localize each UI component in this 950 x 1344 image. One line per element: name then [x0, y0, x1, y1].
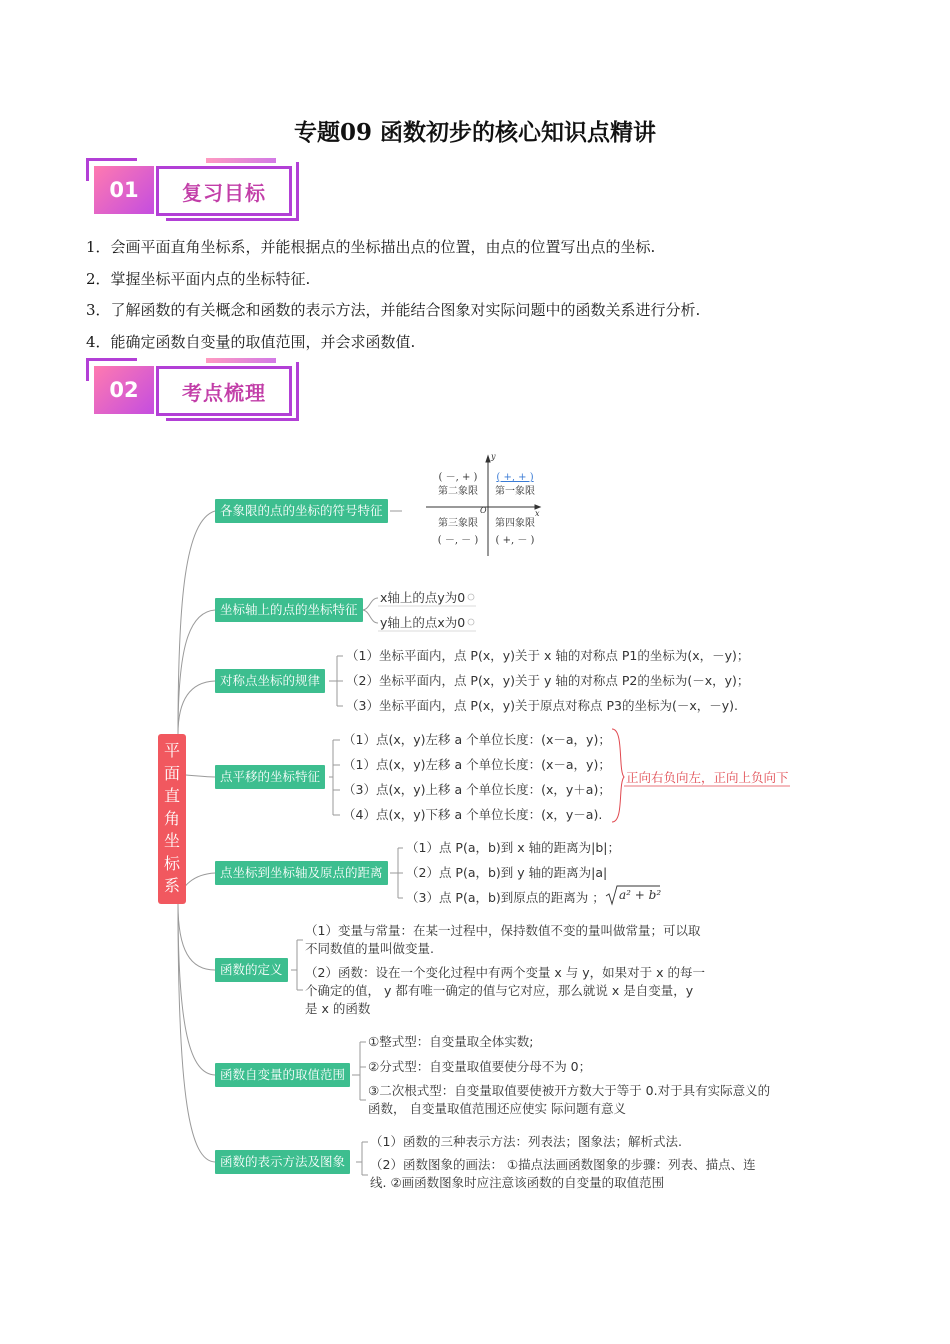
leaf-representation: （2）函数图象的画法： ①描点法画函数图象的步骤：列表、描点、连线. ②画函数图象时应注意该函数的自变量的取值范围	[370, 1157, 756, 1190]
leaf-symmetry: （3）坐标平面内，点 P(x，y)关于原点对称点 P3的坐标为(－x，－y).	[346, 698, 738, 713]
leaf-translation: （1）点(x，y)左移 a 个单位长度：(x－a，y)；	[343, 757, 611, 772]
quadrant-2-label: 第二象限	[438, 486, 478, 497]
leaf-domain: ①整式型：自变量取全体实数;	[368, 1034, 534, 1049]
leaf-distance: （1）点 P(a，b)到 x 轴的距离为|b|；	[406, 840, 621, 855]
root-char: 面	[163, 763, 180, 783]
root-char: 平	[163, 741, 180, 761]
translation-note: 正向右负向左，正向上负向下	[626, 770, 789, 785]
node-domain: 函数自变量的取值范围	[215, 1063, 350, 1087]
root-char: 系	[163, 876, 180, 896]
quadrant-1-label: 第一象限	[495, 486, 535, 497]
root-char: 标	[163, 853, 180, 873]
leaf-axis-point: x轴上的点y为0	[380, 590, 466, 605]
section-label: 复习目标	[156, 166, 292, 216]
origin-label: O	[480, 506, 487, 515]
node-symmetry: 对称点坐标的规律	[215, 669, 325, 693]
leaf-axis-point: y轴上的点x为0	[380, 615, 466, 630]
quadrant-4-label: 第四象限	[495, 518, 535, 529]
quadrant-3-sign: ( －, － )	[437, 535, 479, 546]
quadrant-2-sign: ( －, + )	[438, 472, 478, 483]
leaf-translation: （1）点(x，y)左移 a 个单位长度：(x－a，y)；	[343, 732, 611, 747]
quadrant-1-sign: ( +, + )	[496, 472, 534, 483]
leaf-representation: （1）函数的三种表示方法：列表法；图象法；解析式法.	[370, 1134, 682, 1149]
leaf-function-definition: （2）函数：设在一个变化过程中有两个变量 x 与 y，如果对于 x 的每一个确定的值， y 都有唯一确定的值与它对应，那么就说 x 是自变量，y 是 x 的函数	[305, 965, 706, 1016]
leaf-distance: （2）点 P(a，b)到 y 轴的距离为|a|	[406, 865, 608, 880]
leaf-symmetry: （2）坐标平面内，点 P(x，y)关于 y 轴的对称点 P2的坐标为(－x，y)；	[346, 673, 750, 688]
quadrant-3-label: 第三象限	[438, 518, 478, 529]
node-translation: 点平移的坐标特征	[215, 765, 325, 789]
leaf-domain: ②分式型：自变量取值要使分母不为 0；	[368, 1059, 592, 1074]
goal-item: 4．能确定函数自变量的取值范围，并会求函数值.	[86, 332, 416, 351]
quadrant-4-sign: ( +, － )	[495, 535, 535, 546]
axis-x-label: x	[535, 509, 540, 518]
leaf-symmetry: （1）坐标平面内，点 P(x，y)关于 x 轴的对称点 P1的坐标为(x，－y)；	[346, 648, 750, 663]
leaf-function-definition: （1）变量与常量：在某一过程中，保持数值不变的量叫做常量；可以取不同数值的量叫做变量.	[305, 923, 701, 956]
node-function-definition: 函数的定义	[215, 958, 288, 982]
section-label: 考点梳理	[156, 366, 292, 416]
leaf-distance: （3）点 P(a，b)到原点的距离为 ；	[406, 890, 605, 905]
distance-formula: a² + b²	[619, 888, 662, 902]
node-representation: 函数的表示方法及图象	[215, 1150, 350, 1174]
root-char: 坐	[163, 831, 180, 851]
section-number: 02	[94, 366, 154, 414]
leaf-domain: ③二次根式型：自变量取值要使被开方数大于等于 0.对于具有实际意义的函数， 自变量取值范围还应使实 际问题有意义	[368, 1083, 771, 1116]
page-title: 专题09 函数初步的核心知识点精讲	[293, 119, 656, 146]
mind-map-root	[158, 734, 186, 904]
section-number: 01	[94, 166, 154, 214]
goal-item: 2．掌握坐标平面内点的坐标特征.	[86, 269, 311, 288]
axis-y-label: y	[491, 452, 496, 461]
goal-item: 3．了解函数的有关概念和函数的表示方法，并能结合图象对实际问题中的函数关系进行分析.	[86, 301, 701, 319]
node-axis-points: 坐标轴上的点的坐标特征	[215, 598, 363, 622]
goal-item: 1．会画平面直角坐标系，并能根据点的坐标描出点的位置，由点的位置写出点的坐标.	[86, 238, 656, 256]
leaf-translation: （4）点(x，y)下移 a 个单位长度：(x，y－a).	[343, 807, 603, 822]
leaf-translation: （3）点(x，y)上移 a 个单位长度：(x，y＋a)；	[343, 782, 611, 797]
node-quadrant-signs: 各象限的点的坐标的符号特征	[215, 499, 388, 523]
node-distance: 点坐标到坐标轴及原点的距离	[215, 861, 388, 885]
root-char: 角	[163, 808, 180, 828]
root-char: 直	[163, 786, 180, 806]
